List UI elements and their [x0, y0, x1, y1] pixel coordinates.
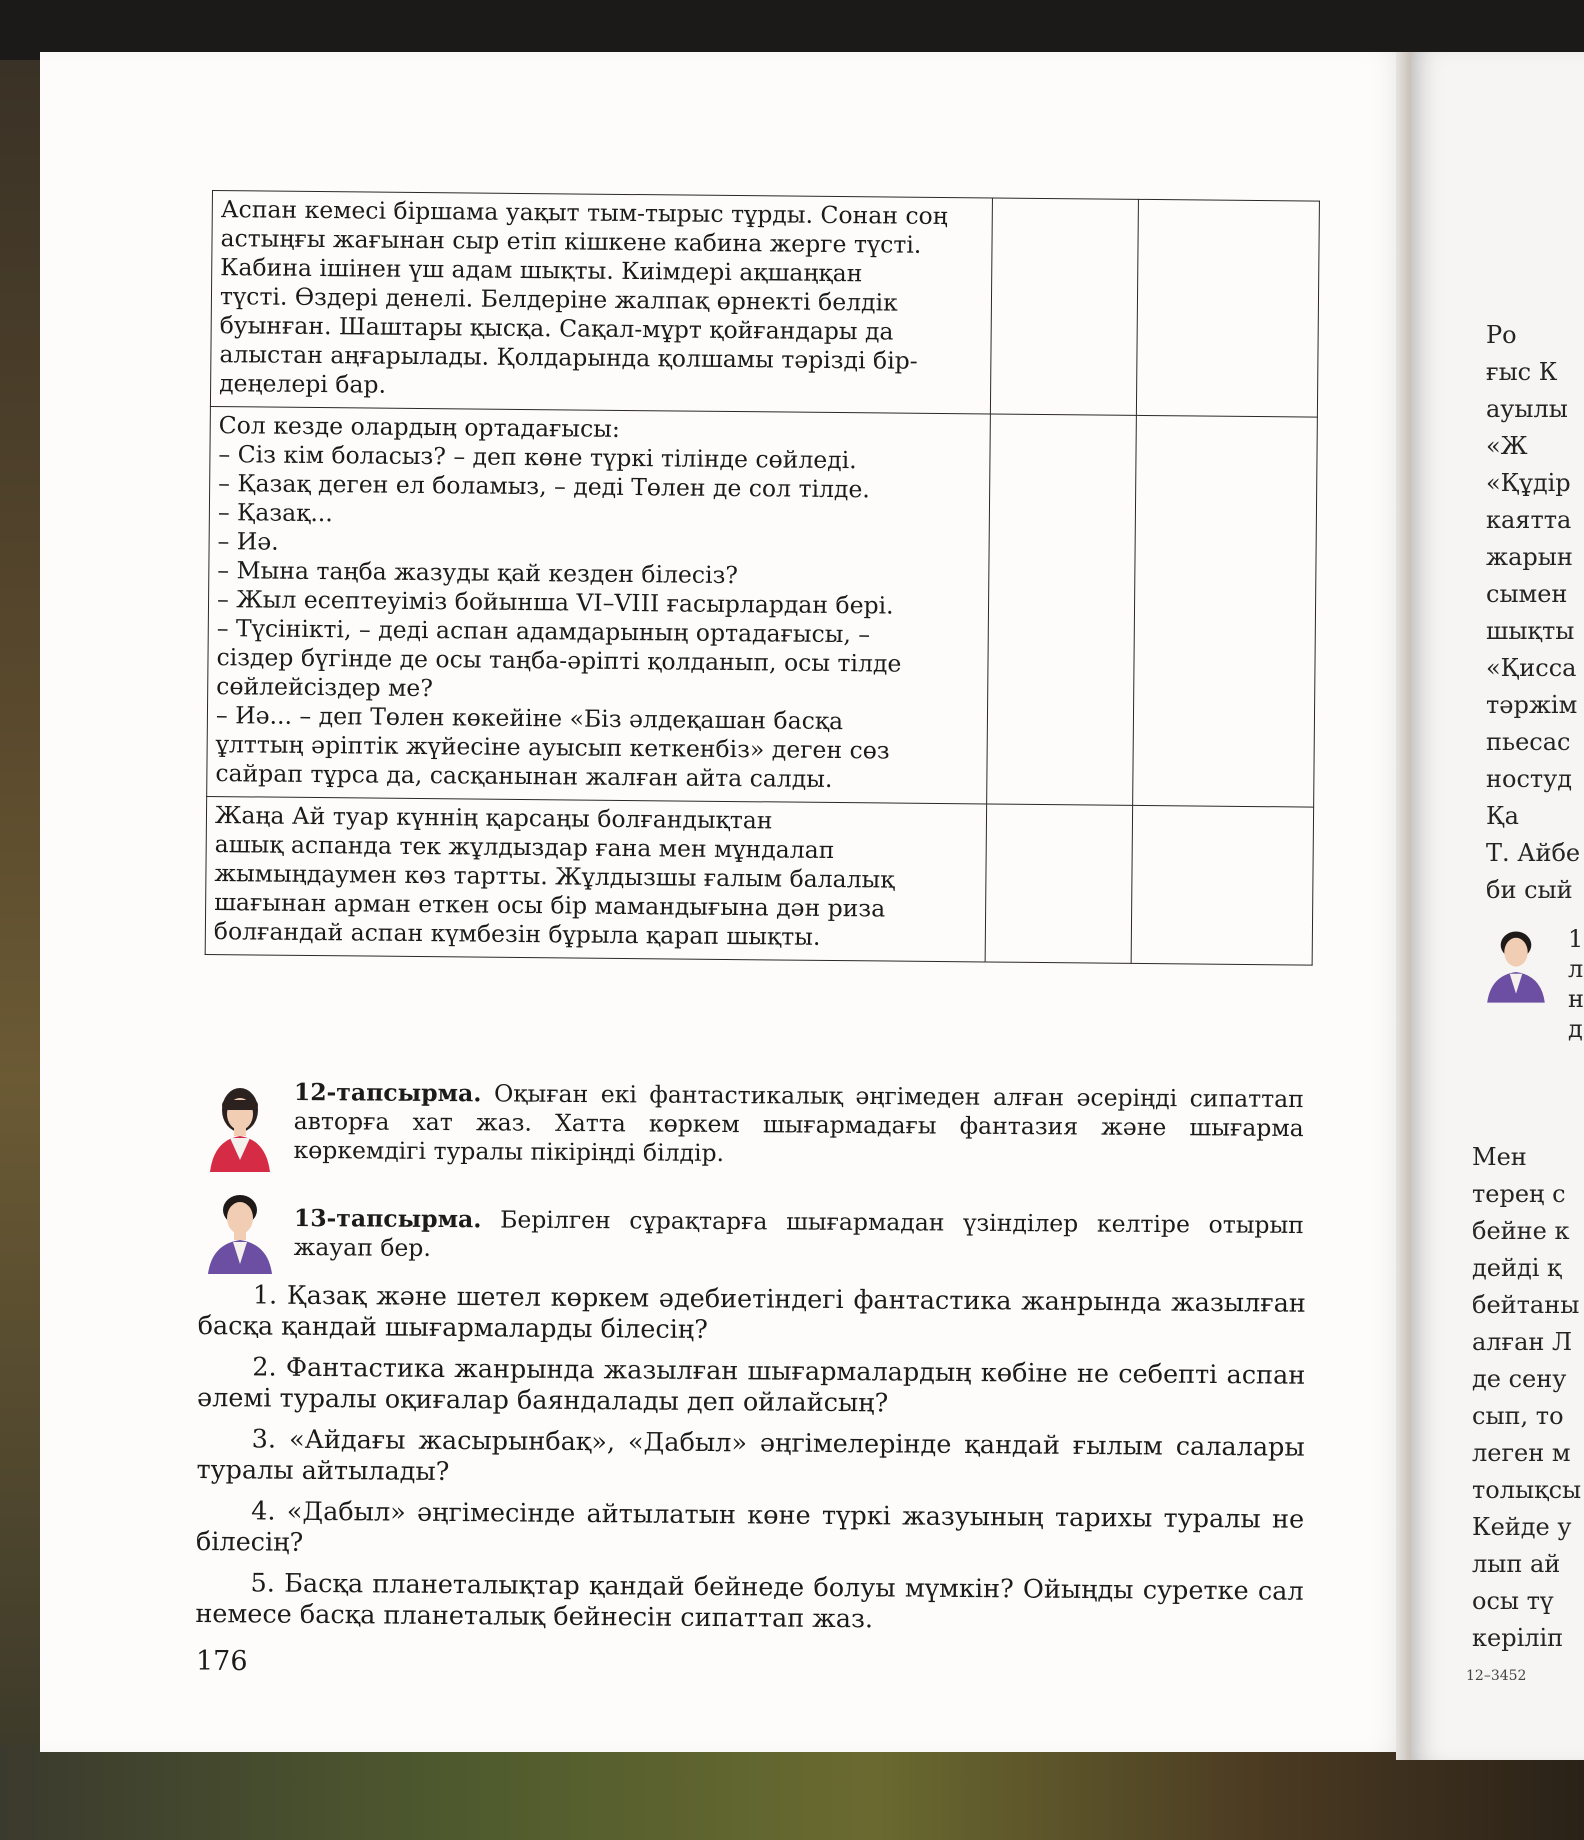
story-line: Жаңа Ай туар күннің қарсаңы болғандықтан [214, 801, 773, 835]
question-item: 4. «Дабыл» әңгімесінде айтылатын көне түркі жазуының тарихы туралы не білесің? [195, 1496, 1305, 1558]
story-line: сайрап тұрса да, сасқанынан жалған айта салды. [215, 759, 833, 793]
right-page-line: терең с [1472, 1180, 1566, 1208]
background-top [0, 0, 1584, 60]
right-page-line: де сену [1472, 1365, 1567, 1393]
right-page-line: «Ж [1486, 432, 1528, 460]
girl-avatar-icon [200, 1080, 280, 1172]
story-line: сөйлейсіздер ме? [216, 672, 434, 703]
blank-cell [986, 414, 1136, 805]
story-line: – Қазақ деген ел боламыз, – деді Төлен де сол тілде. [218, 469, 870, 504]
right-page-line: «Құдір [1486, 469, 1571, 497]
right-page-line: Мен [1472, 1143, 1527, 1171]
right-page-code: 12–3452 [1466, 1668, 1527, 1684]
blank-cell [1132, 415, 1317, 807]
right-page-line: сымен [1486, 580, 1568, 608]
story-cell-2 [207, 406, 990, 803]
table-row [210, 191, 1319, 418]
right-page-line: шықты [1486, 617, 1575, 645]
right-page-line: тәржім [1486, 691, 1578, 719]
question-item: 1. Қазақ және шетел көркем әдебиетіндегі фантастика жанрында жазылған басқа қандай шығармаларды білесің? [197, 1280, 1306, 1346]
story-line: буынған. Шаштары қысқа. Сақал-мұрт қойғандары да [219, 311, 894, 346]
right-page-line: Қа [1486, 802, 1519, 830]
right-page-line: Кейде у [1472, 1513, 1572, 1541]
blank-cell [1131, 805, 1314, 965]
right-page-line: жарын [1486, 543, 1573, 571]
story-line: деңелері бар. [219, 369, 387, 399]
task-12-text: Оқыған екі фантастикалық әңгімеден алған әсеріңді сипаттап авторға хат жаз. Хатта көркем шығармадағы фантазия және шығарма көркемдігі туралы пікіріңді білдір. [293, 1079, 1304, 1168]
right-page-line: каятта [1486, 506, 1572, 534]
page-number: 176 [196, 1646, 248, 1677]
right-page-line: леген м [1472, 1439, 1571, 1467]
story-line: жымыңдаумен көз тартты. Жұлдызшы ғалым балалық [214, 859, 895, 894]
right-page-line: пьесас [1486, 728, 1571, 756]
story-line: алыстан аңғарылады. Қолдарында қолшамы тәрізді бір- [219, 340, 918, 375]
story-line: Сол кезде олардың ортадағысы: [218, 411, 620, 443]
right-page-line: осы тү [1472, 1587, 1554, 1615]
right-page-line: дейді қ [1472, 1254, 1562, 1282]
story-line: – Түсінікті, – деді аспан адамдарының ортадағысы, – [216, 614, 871, 649]
table-row [205, 796, 1313, 965]
story-line: астыңғы жағынан сыр етіп кішкене кабина жерге түсті. [220, 224, 922, 259]
right-page-line: «Қисса [1486, 654, 1577, 682]
question-list [195, 1280, 1306, 1649]
story-line: Кабина ішінен үш адам шықты. Киімдері ақшаңқан [220, 253, 863, 288]
blank-cell [1136, 199, 1319, 417]
question-item: 2. Фантастика жанрында жазылған шығармалардың көбіне не себепті аспан әлемі туралы оқиғалар баяндалады деп ойлайсың? [196, 1352, 1306, 1419]
task-12-label: 12-тапсырма. [293, 1078, 482, 1108]
question-item: 3. «Айдағы жасырынбақ», «Дабыл» әңгімелерінде қандай ғылым салалары туралы айтылады? [196, 1424, 1305, 1487]
story-line: Аспан кемесі біршама уақыт тым-тырыс тұрды. Сонан соң [220, 195, 948, 231]
task-13 [294, 1204, 1304, 1269]
story-table [205, 190, 1320, 966]
story-line: ұлттың әріптік жүйесіне ауысып кеткенбіз» деген сөз [215, 730, 890, 765]
task-13-label: 13-тапсырма. [293, 1204, 482, 1234]
story-line: ашық аспанда тек жұлдыздар ғана мен мұндалап [214, 830, 835, 865]
story-line: – Мына таңба жазуды қай кезден білесіз? [217, 556, 739, 590]
story-line: шағынан арман еткен осы бір мамандығына дән риза [214, 888, 886, 923]
right-page-line: ғыс К [1486, 358, 1558, 386]
task-13-text: Берілген сұрақтарға шығармадан үзінділер келтіре отырып жауап бер. [293, 1205, 1304, 1262]
right-page-line: ауылы [1486, 395, 1568, 423]
story-cell-1 [210, 191, 992, 414]
blank-cell [990, 198, 1138, 415]
right-page-line: Ро [1486, 321, 1517, 349]
story-line: – Иә... – деп Төлен көкейіне «Біз әлдеқашан басқа [215, 701, 844, 736]
right-page-note-line: н [1568, 985, 1584, 1013]
story-line: түсті. Өздері денелі. Белдеріне жалпақ өрнекті белдік [219, 282, 898, 317]
story-line: – Иә. [217, 527, 279, 556]
right-page-line: ностуд [1486, 765, 1573, 793]
right-page-note-line: д [1568, 1015, 1583, 1043]
right-page-line: толықсы [1472, 1476, 1582, 1504]
story-line: – Сіз кім боласыз? – деп көне түркі тілінде сөйледі. [218, 440, 857, 475]
story-line: сіздер бүгінде де осы таңба-әріпті қолданып, осы тілде [216, 643, 902, 678]
boy-avatar-icon [200, 1186, 280, 1274]
background-left [0, 60, 40, 1760]
right-page-line: керіліп [1472, 1624, 1564, 1652]
question-item: 5. Басқа планеталықтар қандай бейнеде болуы мүмкін? Ойыңды суретке сал немесе басқа планеталық бейнесін сипаттап жаз. [195, 1568, 1304, 1635]
table-row [207, 406, 1318, 807]
background-bottom [0, 1745, 1584, 1840]
right-page-note-line: 1 [1568, 925, 1584, 953]
right-page-line: лып ай [1472, 1550, 1561, 1578]
right-page-line: сып, то [1472, 1402, 1564, 1430]
right-page-note-line: л [1568, 955, 1584, 983]
story-line: – Қазақ... [217, 498, 333, 528]
right-page-line: би сый [1486, 876, 1573, 904]
story-line: болғандай аспан күмбезін бұрыла қарап шықты. [213, 917, 821, 951]
right-page-line: бейне к [1472, 1217, 1570, 1245]
right-page-line: бейтаны [1472, 1291, 1580, 1319]
blank-cell [985, 804, 1133, 963]
boy-avatar-icon-right [1480, 922, 1552, 1004]
story-line: – Жыл есептеуіміз бойынша VI–VIII ғасырлардан бері. [216, 585, 894, 620]
right-page-line: алған Л [1472, 1328, 1573, 1356]
story-cell-3 [205, 796, 986, 961]
task-12 [293, 1078, 1304, 1172]
right-page-line: Т. Айбе [1486, 839, 1581, 867]
